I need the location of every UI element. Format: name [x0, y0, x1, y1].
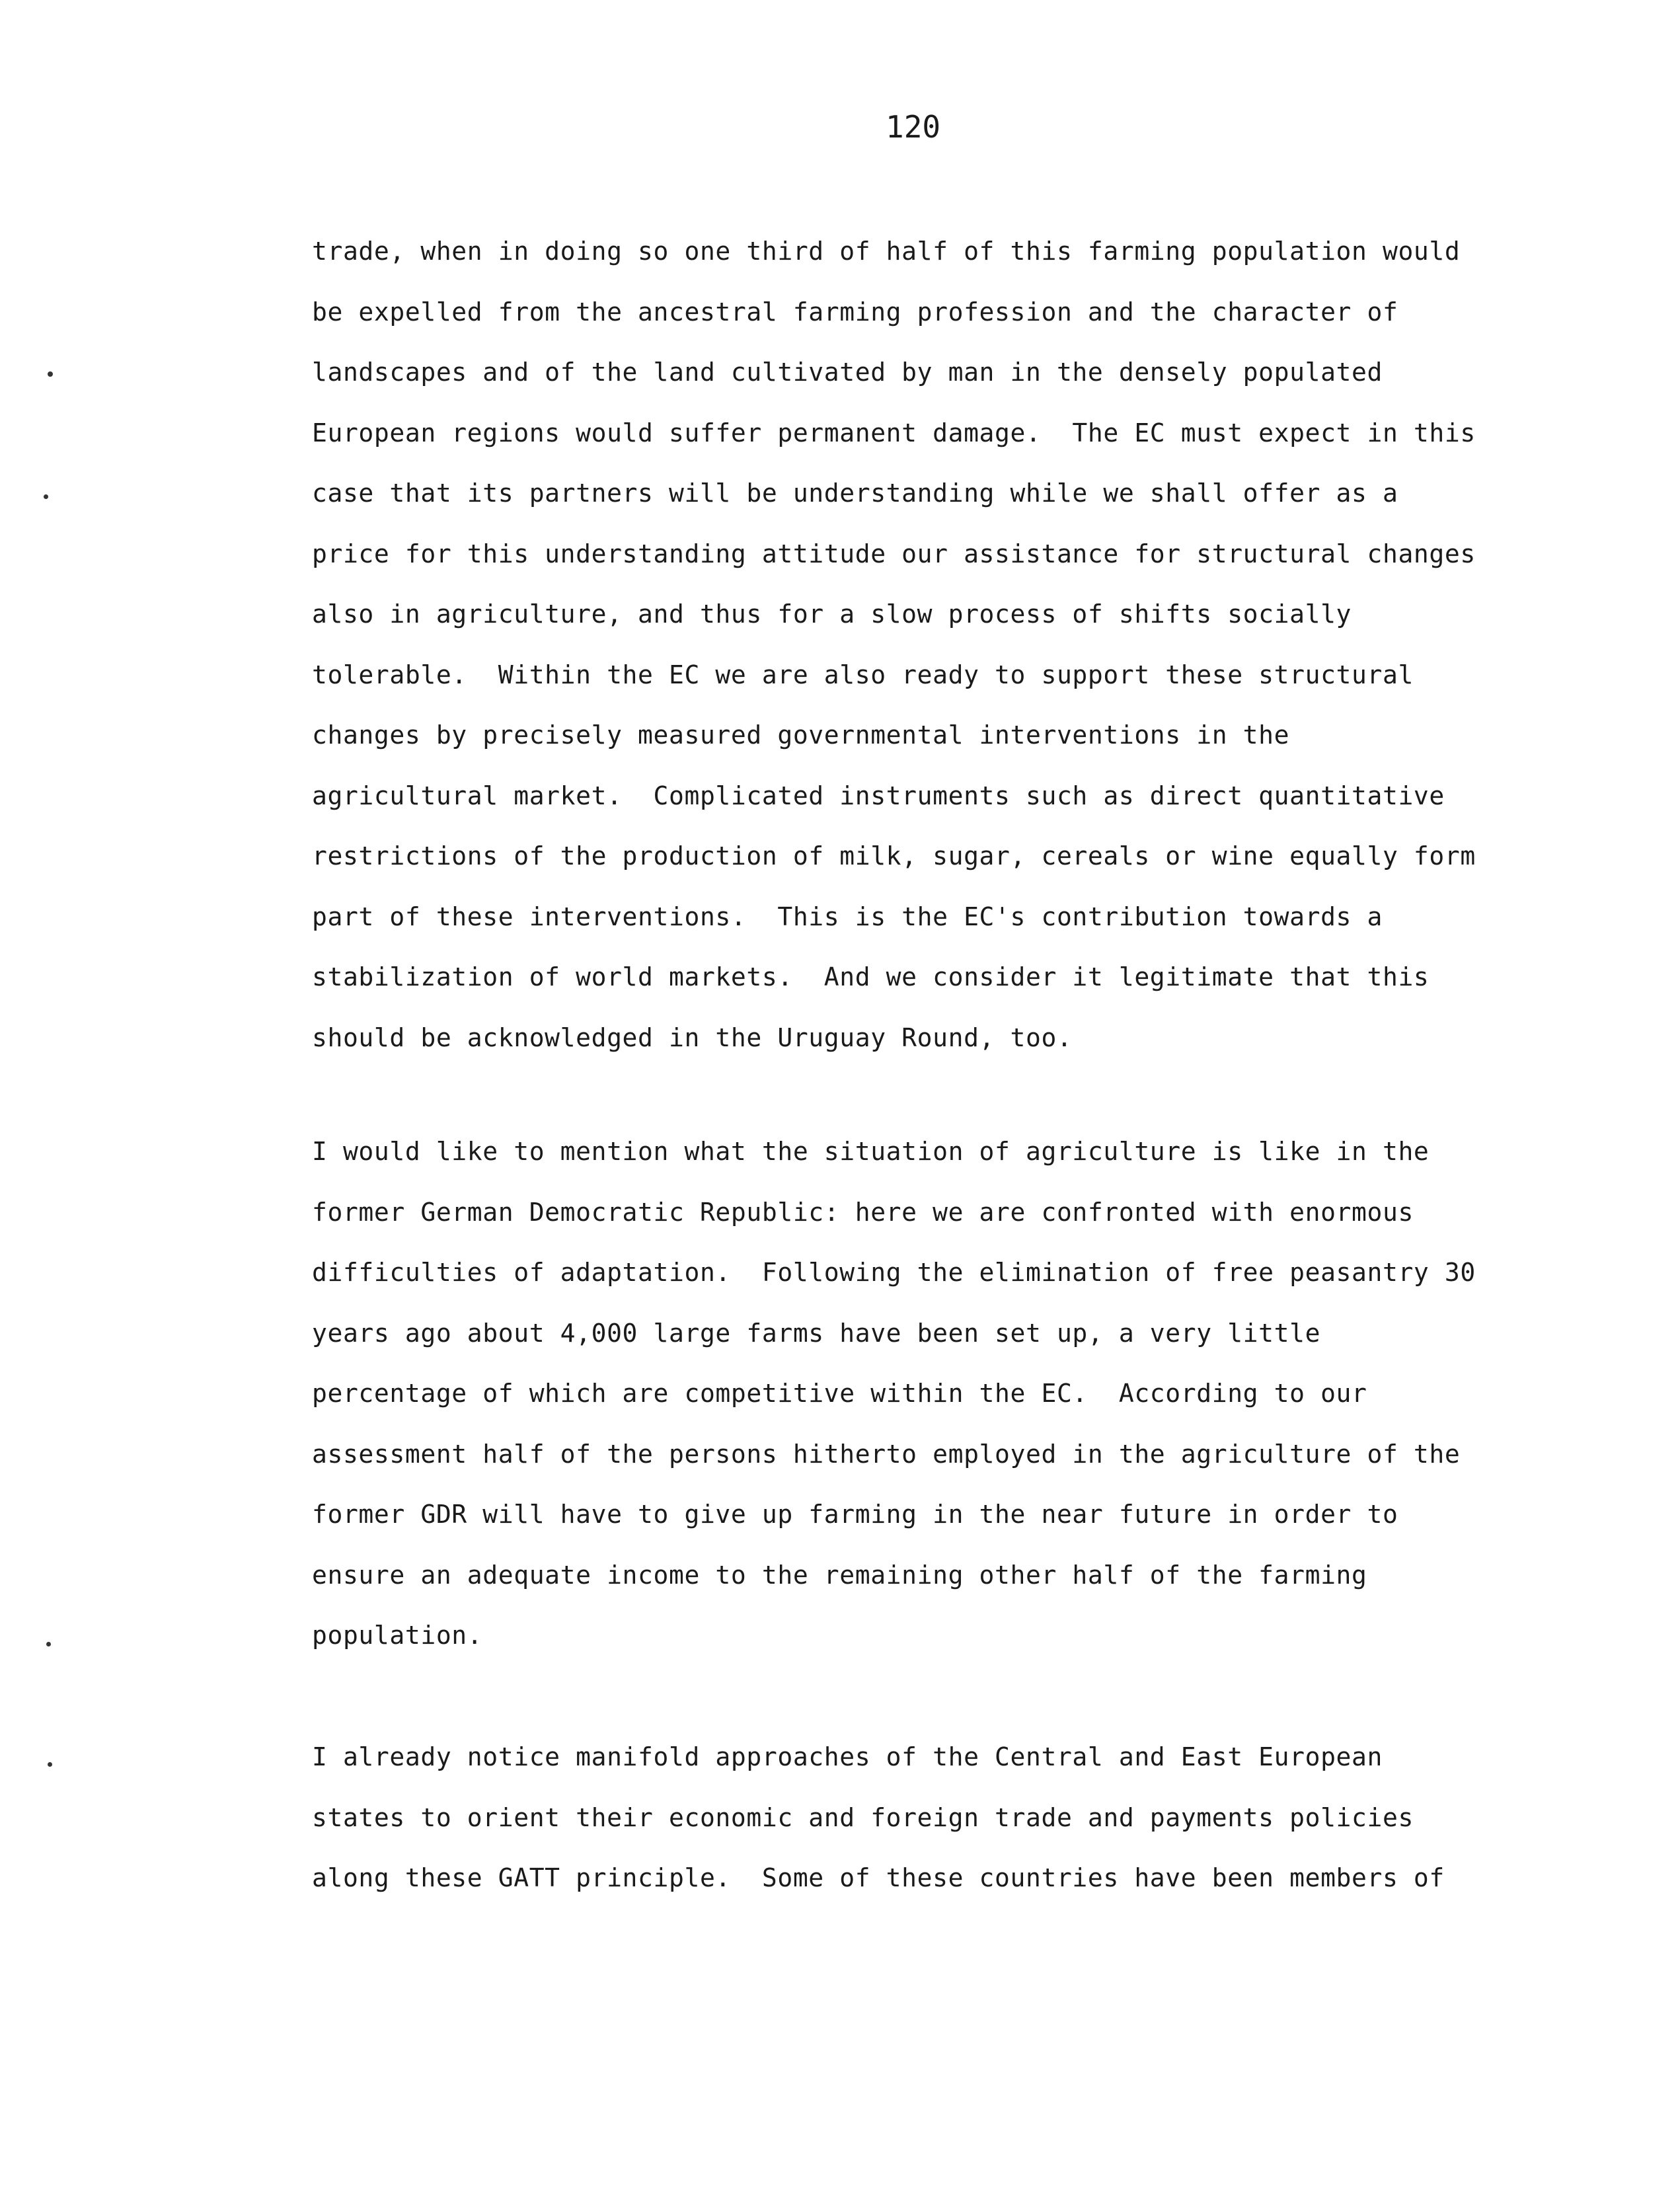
text-line: be expelled from the ancestral farming profession and the character of — [312, 297, 1398, 327]
scan-speck — [48, 1762, 52, 1767]
text-line: price for this understanding attitude our assistance for structural changes — [312, 539, 1476, 568]
text-line: stabilization of world markets. And we consider it legitimate that this — [312, 962, 1430, 991]
text-line: population. — [312, 1621, 483, 1650]
text-line: restrictions of the production of milk, sugar, cereals or wine equally form — [312, 841, 1476, 870]
text-line: years ago about 4,000 large farms have been set up, a very little — [312, 1318, 1321, 1348]
paragraph-1 — [312, 235, 1502, 1082]
text-line: should be acknowledged in the Uruguay Round, too. — [312, 1023, 1073, 1052]
scan-speck — [46, 1642, 51, 1646]
text-line: difficulties of adaptation. Following the elimination of free peasantry 30 — [312, 1258, 1476, 1287]
scan-speck — [44, 494, 48, 499]
text-line: ensure an adequate income to the remaining other half of the farming — [312, 1560, 1367, 1590]
text-line: tolerable. Within the EC we are also ready to support these structural — [312, 660, 1414, 689]
page-number: 120 — [886, 109, 941, 145]
paragraph-3 — [312, 1741, 1502, 1923]
text-line: changes by precisely measured governmental interventions in the — [312, 720, 1290, 750]
text-line: landscapes and of the land cultivated by man in the densely populated — [312, 358, 1383, 387]
text-line: part of these interventions. This is the EC's contribution towards a — [312, 902, 1383, 931]
scan-speck — [48, 371, 53, 377]
text-line: trade, when in doing so one third of half of this farming population would — [312, 237, 1461, 266]
text-line: European regions would suffer permanent damage. The EC must expect in this — [312, 418, 1476, 447]
text-line: former GDR will have to give up farming in the near future in order to — [312, 1500, 1398, 1529]
text-line: agricultural market. Complicated instruments such as direct quantitative — [312, 781, 1445, 810]
text-line: along these GATT principle. Some of these countries have been members of — [312, 1863, 1445, 1892]
text-line: states to orient their economic and foreign trade and payments policies — [312, 1802, 1414, 1832]
text-line: also in agriculture, and thus for a slow process of shifts socially — [312, 599, 1352, 629]
paragraph-2 — [312, 1136, 1502, 1680]
text-line: I already notice manifold approaches of the Central and East European — [312, 1742, 1383, 1771]
text-line: assessment half of the persons hitherto employed in the agriculture of the — [312, 1439, 1461, 1469]
text-line: former German Democratic Republic: here we are confronted with enormous — [312, 1197, 1414, 1227]
text-line: percentage of which are competitive within the EC. According to our — [312, 1379, 1367, 1408]
text-line: case that its partners will be understanding while we shall offer as a — [312, 479, 1398, 508]
text-line: I would like to mention what the situation of agriculture is like in the — [312, 1137, 1430, 1166]
